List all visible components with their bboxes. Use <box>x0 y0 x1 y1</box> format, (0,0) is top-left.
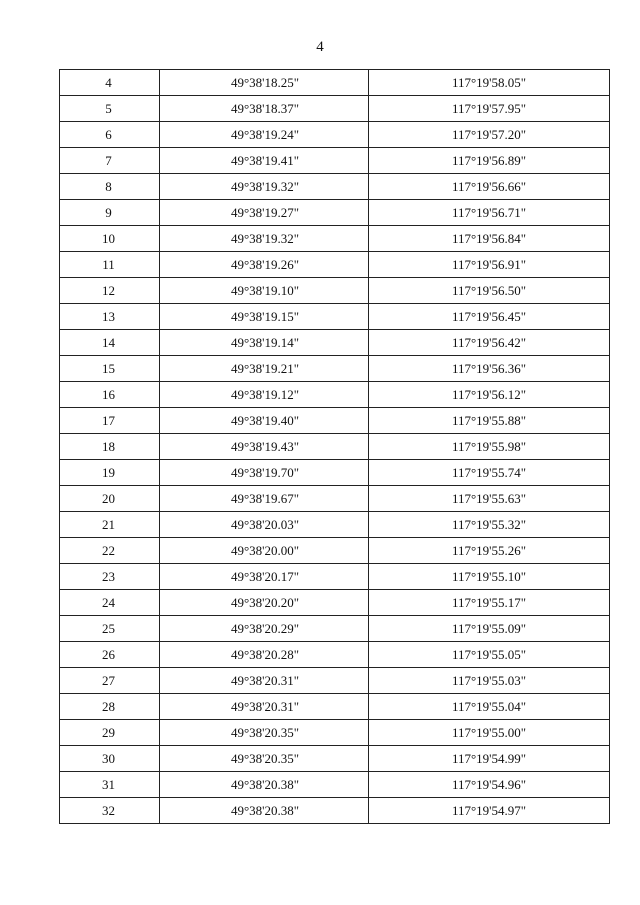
latitude-cell: 49°38'19.26" <box>160 252 369 278</box>
longitude-cell: 117°19'55.10" <box>369 564 610 590</box>
longitude-cell: 117°19'57.20" <box>369 122 610 148</box>
longitude-cell: 117°19'55.63" <box>369 486 610 512</box>
latitude-cell: 49°38'20.35" <box>160 746 369 772</box>
latitude-cell: 49°38'18.37" <box>160 96 369 122</box>
table-row <box>60 720 610 746</box>
longitude-cell: 117°19'55.17" <box>369 590 610 616</box>
point-number-cell: 22 <box>60 538 160 564</box>
latitude-cell: 49°38'20.00" <box>160 538 369 564</box>
latitude-cell: 49°38'20.20" <box>160 590 369 616</box>
longitude-cell: 117°19'56.45" <box>369 304 610 330</box>
latitude-cell: 49°38'20.38" <box>160 798 369 824</box>
table-row <box>60 252 610 278</box>
longitude-cell: 117°19'55.74" <box>369 460 610 486</box>
longitude-cell: 117°19'55.32" <box>369 512 610 538</box>
point-number-cell: 31 <box>60 772 160 798</box>
point-number-cell: 10 <box>60 226 160 252</box>
point-number-cell: 25 <box>60 616 160 642</box>
latitude-cell: 49°38'20.28" <box>160 642 369 668</box>
table-row <box>60 408 610 434</box>
longitude-cell: 117°19'55.88" <box>369 408 610 434</box>
coordinates-table <box>59 69 610 824</box>
latitude-cell: 49°38'20.31" <box>160 694 369 720</box>
point-number-cell: 16 <box>60 382 160 408</box>
latitude-cell: 49°38'20.38" <box>160 772 369 798</box>
point-number-cell: 11 <box>60 252 160 278</box>
latitude-cell: 49°38'20.03" <box>160 512 369 538</box>
latitude-cell: 49°38'20.31" <box>160 668 369 694</box>
longitude-cell: 117°19'55.04" <box>369 694 610 720</box>
point-number-cell: 21 <box>60 512 160 538</box>
point-number-cell: 28 <box>60 694 160 720</box>
latitude-cell: 49°38'19.14" <box>160 330 369 356</box>
table-row <box>60 304 610 330</box>
longitude-cell: 117°19'54.96" <box>369 772 610 798</box>
latitude-cell: 49°38'19.40" <box>160 408 369 434</box>
longitude-cell: 117°19'55.98" <box>369 434 610 460</box>
point-number-cell: 9 <box>60 200 160 226</box>
table-row <box>60 694 610 720</box>
point-number-cell: 5 <box>60 96 160 122</box>
table-row <box>60 148 610 174</box>
table-row <box>60 746 610 772</box>
point-number-cell: 8 <box>60 174 160 200</box>
latitude-cell: 49°38'18.25" <box>160 70 369 96</box>
point-number-cell: 17 <box>60 408 160 434</box>
longitude-cell: 117°19'54.97" <box>369 798 610 824</box>
longitude-cell: 117°19'57.95" <box>369 96 610 122</box>
table-row <box>60 538 610 564</box>
longitude-cell: 117°19'56.91" <box>369 252 610 278</box>
table-row <box>60 174 610 200</box>
point-number-cell: 12 <box>60 278 160 304</box>
table-row <box>60 382 610 408</box>
longitude-cell: 117°19'54.99" <box>369 746 610 772</box>
latitude-cell: 49°38'20.29" <box>160 616 369 642</box>
table-row <box>60 564 610 590</box>
point-number-cell: 20 <box>60 486 160 512</box>
point-number-cell: 7 <box>60 148 160 174</box>
point-number-cell: 6 <box>60 122 160 148</box>
longitude-cell: 117°19'55.26" <box>369 538 610 564</box>
table-row <box>60 434 610 460</box>
latitude-cell: 49°38'20.35" <box>160 720 369 746</box>
latitude-cell: 49°38'19.27" <box>160 200 369 226</box>
point-number-cell: 15 <box>60 356 160 382</box>
longitude-cell: 117°19'56.50" <box>369 278 610 304</box>
latitude-cell: 49°38'19.21" <box>160 356 369 382</box>
point-number-cell: 19 <box>60 460 160 486</box>
table-row <box>60 226 610 252</box>
table-row <box>60 486 610 512</box>
longitude-cell: 117°19'56.42" <box>369 330 610 356</box>
table-row <box>60 512 610 538</box>
longitude-cell: 117°19'55.05" <box>369 642 610 668</box>
point-number-cell: 4 <box>60 70 160 96</box>
table-row <box>60 460 610 486</box>
longitude-cell: 117°19'56.89" <box>369 148 610 174</box>
point-number-cell: 18 <box>60 434 160 460</box>
latitude-cell: 49°38'19.32" <box>160 226 369 252</box>
latitude-cell: 49°38'19.43" <box>160 434 369 460</box>
latitude-cell: 49°38'19.15" <box>160 304 369 330</box>
point-number-cell: 29 <box>60 720 160 746</box>
point-number-cell: 30 <box>60 746 160 772</box>
point-number-cell: 14 <box>60 330 160 356</box>
latitude-cell: 49°38'19.41" <box>160 148 369 174</box>
table-row <box>60 278 610 304</box>
table-row <box>60 122 610 148</box>
point-number-cell: 26 <box>60 642 160 668</box>
table-row <box>60 356 610 382</box>
table-row <box>60 590 610 616</box>
table-row <box>60 798 610 824</box>
longitude-cell: 117°19'56.12" <box>369 382 610 408</box>
coordinates-table-body <box>60 70 610 824</box>
point-number-cell: 27 <box>60 668 160 694</box>
longitude-cell: 117°19'56.36" <box>369 356 610 382</box>
table-row <box>60 642 610 668</box>
table-row <box>60 200 610 226</box>
latitude-cell: 49°38'19.70" <box>160 460 369 486</box>
longitude-cell: 117°19'56.71" <box>369 200 610 226</box>
longitude-cell: 117°19'56.84" <box>369 226 610 252</box>
table-row <box>60 668 610 694</box>
point-number-cell: 24 <box>60 590 160 616</box>
longitude-cell: 117°19'55.09" <box>369 616 610 642</box>
table-row <box>60 616 610 642</box>
table-row <box>60 772 610 798</box>
point-number-cell: 32 <box>60 798 160 824</box>
table-row <box>60 330 610 356</box>
table-row <box>60 96 610 122</box>
table-row <box>60 70 610 96</box>
latitude-cell: 49°38'19.67" <box>160 486 369 512</box>
latitude-cell: 49°38'19.10" <box>160 278 369 304</box>
longitude-cell: 117°19'58.05" <box>369 70 610 96</box>
point-number-cell: 23 <box>60 564 160 590</box>
latitude-cell: 49°38'19.24" <box>160 122 369 148</box>
latitude-cell: 49°38'19.12" <box>160 382 369 408</box>
latitude-cell: 49°38'20.17" <box>160 564 369 590</box>
longitude-cell: 117°19'55.00" <box>369 720 610 746</box>
page-number: 4 <box>316 39 324 55</box>
longitude-cell: 117°19'56.66" <box>369 174 610 200</box>
latitude-cell: 49°38'19.32" <box>160 174 369 200</box>
point-number-cell: 13 <box>60 304 160 330</box>
longitude-cell: 117°19'55.03" <box>369 668 610 694</box>
